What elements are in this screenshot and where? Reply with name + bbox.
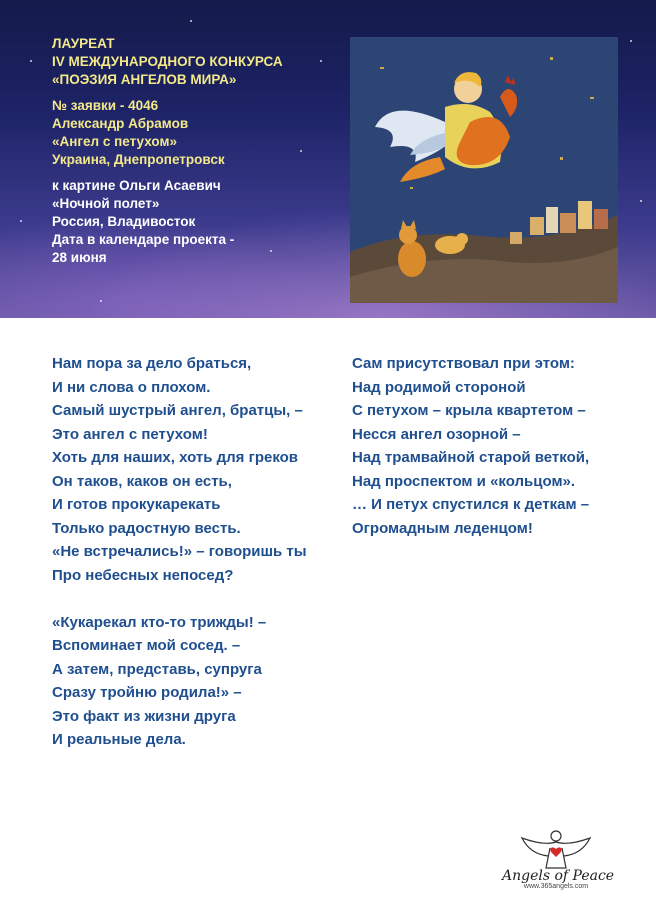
- angel-icon: [502, 828, 610, 870]
- logo-name: Angels of Peace: [502, 868, 615, 884]
- poem-line: Хоть для наших, хоть для греков: [52, 449, 299, 466]
- poem-line: Над проспектом и «кольцом».: [352, 472, 576, 490]
- stanza-gap: [52, 587, 307, 611]
- logo-url: www.365angels.com: [523, 883, 589, 890]
- laureate-title: ЛАУРЕАТ IV МЕЖДУНАРОДНОГО КОНКУРСА «ПОЭЗИЯ АНГЕЛОВ МИРА»: [52, 36, 283, 87]
- painting-image: [350, 37, 618, 303]
- poem-line: Несся ангел озорной –: [352, 425, 521, 443]
- poem-line: А затем, представь, супруга: [52, 660, 262, 678]
- poem-line: Нам пора за дело браться,: [52, 355, 252, 372]
- poem-line: «Кукарекал кто-то трижды! –: [52, 613, 267, 631]
- poem-line: … И петух спустился к деткам –: [352, 496, 590, 513]
- painting-info: к картине Ольги Асаевич «Ночной полет» Россия, Владивосток Дата в календаре проекта - 28 июня: [52, 178, 235, 265]
- poem-line: Это ангел с петухом!: [52, 425, 208, 443]
- poem-line: Сразу тройню родила!» –: [52, 684, 242, 701]
- poem-line: Только радостную весть.: [52, 519, 241, 537]
- poem-left-column: [52, 352, 307, 752]
- entry-info: № заявки - 4046 Александр Абрамов «Ангел с петухом» Украина, Днепропетровск: [52, 98, 225, 167]
- poem-line: Самый шустрый ангел, братцы, –: [52, 402, 303, 419]
- poem-line: «Не встречались!» – говоришь ты: [52, 543, 307, 560]
- poem-line: И реальные дела.: [52, 731, 186, 748]
- poem-line: И ни слова о плохом.: [52, 378, 211, 396]
- poem-line: Над трамвайной старой веткой,: [352, 449, 590, 466]
- poem-line: Огромадным леденцом!: [352, 519, 533, 537]
- poem-line: Над родимой стороной: [352, 378, 526, 396]
- poem-line: Про небесных непосед?: [52, 566, 234, 584]
- poem-line: Это факт из жизни друга: [52, 707, 236, 725]
- poem-line: Сам присутствовал при этом:: [352, 355, 575, 372]
- angels-of-peace-logo: [502, 828, 615, 892]
- header-banner: [0, 0, 656, 318]
- poem-line: И готов прокукарекать: [52, 496, 221, 513]
- contest-info: [52, 35, 283, 267]
- poem-line: Вспоминает мой сосед. –: [52, 637, 241, 654]
- poem-line: С петухом – крыла квартетом –: [352, 402, 586, 419]
- poem-line: Он таков, каков он есть,: [52, 472, 232, 490]
- poem-right-column: [352, 352, 589, 540]
